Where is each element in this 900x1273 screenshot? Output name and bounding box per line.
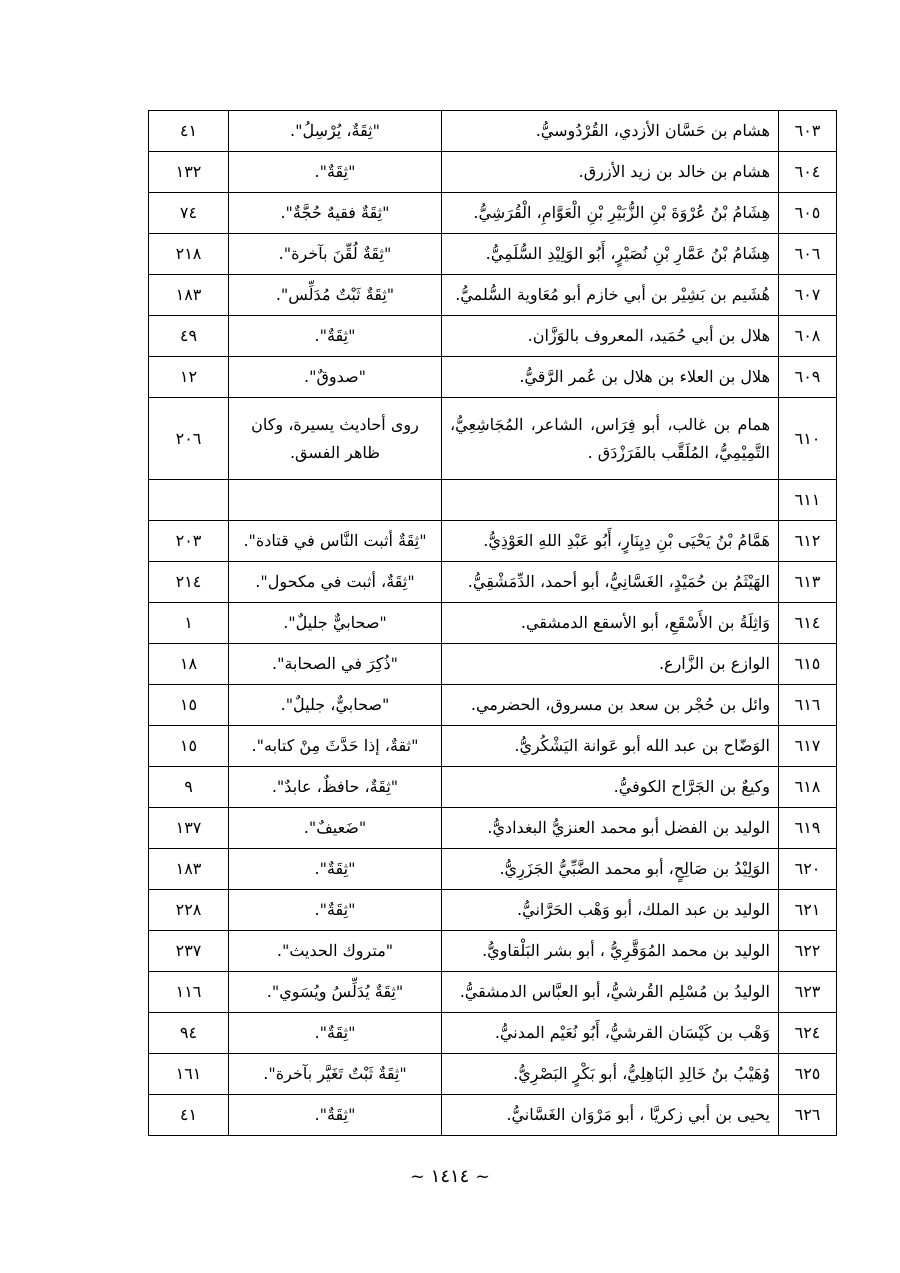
hadith-count-cell: ٤١ xyxy=(149,111,229,152)
narrator-grade-cell: "ثِقَةٌ". xyxy=(229,890,442,931)
hadith-count-cell: ٩ xyxy=(149,767,229,808)
hadith-count-cell: ١٢ xyxy=(149,357,229,398)
narrator-name-cell: هِشَامُ بْنُ عُرْوَةَ بْنِ الزُّبَيْرِ بْنِ الْعَوَّامِ، الْقُرَشِيُّ. xyxy=(442,193,779,234)
narrator-name-cell: هلال بن أبي حُمَيد، المعروف بالوَزَّان. xyxy=(442,316,779,357)
narrator-grade-cell: "ثقةٌ، إذا حَدَّثَ مِنْ كتابه". xyxy=(229,726,442,767)
row-number-cell: ٦٠٦ xyxy=(779,234,837,275)
table-row xyxy=(149,1013,837,1054)
hadith-count-cell: ١ xyxy=(149,603,229,644)
narrator-name-cell: هلال بن العلاء بن هلال بن عُمر الرَّقيُّ. xyxy=(442,357,779,398)
hadith-count-cell: ١٨٣ xyxy=(149,849,229,890)
row-number-cell: ٦١٨ xyxy=(779,767,837,808)
narrator-name-cell: وُهَيْبُ بنُ خَالِدِ البَاهِلِيُّ، أبو بَكْرٍ البَصْرِيُّ. xyxy=(442,1054,779,1095)
narrator-name-cell: همام بن غالب، أبو فِرَاس، الشاعر، المُجَاشِعِيُّ، التَّمِيْمِيُّ، المُلَقَّب بالفَرَزْدَق . xyxy=(442,398,779,480)
narrator-grade-cell: "صدوقٌ". xyxy=(229,357,442,398)
row-number-cell: ٦٢٠ xyxy=(779,849,837,890)
row-number-cell: ٦٢٣ xyxy=(779,972,837,1013)
page-number: ~ ١٤١٤ ~ xyxy=(409,1166,491,1187)
table-row xyxy=(149,685,837,726)
table-row xyxy=(149,562,837,603)
row-number-cell: ٦٠٤ xyxy=(779,152,837,193)
narrator-name-cell: الهَيْثَمُ بن حُمَيْدٍ، الغَسَّانِيُّ، أبو أحمد، الدِّمَشْقِيُّ. xyxy=(442,562,779,603)
row-number-cell: ٦٢٤ xyxy=(779,1013,837,1054)
row-number-cell: ٦١١ xyxy=(779,480,837,521)
narrator-grade-cell: "ثِقَةٌ". xyxy=(229,1013,442,1054)
narrator-name-cell: الوَضّاح بن عبد الله أبو عَوانة اليَشْكُريُّ. xyxy=(442,726,779,767)
hadith-count-cell: ٢٣٧ xyxy=(149,931,229,972)
hadith-count-cell: ٧٤ xyxy=(149,193,229,234)
narrator-grade-cell: "صحابيٌّ، جليلٌ". xyxy=(229,685,442,726)
narrator-name-cell: وَهْب بن كَيْسَان القرشيُّ، أَبُو نُعَيْم المدنيُّ. xyxy=(442,1013,779,1054)
narrator-name-cell: الوازع بن الزَّارع. xyxy=(442,644,779,685)
hadith-count-cell: ٢٠٣ xyxy=(149,521,229,562)
narrator-grade-cell: "ثِقَةٌ، يُرْسِلُ". xyxy=(229,111,442,152)
hadith-count-cell: ١٥ xyxy=(149,726,229,767)
narrator-name-cell xyxy=(442,480,779,521)
narrator-name-cell: وَاثِلَةُ بن الأَسْقَعِ، أبو الأسقع الدمشقي. xyxy=(442,603,779,644)
narrator-name-cell: يحيى بن أبي زكريَّا ، أبو مَرْوَان الغَسَّانيُّ. xyxy=(442,1095,779,1136)
narrator-name-cell: وكيعٌ بن الجَرَّاح الكوفيُّ. xyxy=(442,767,779,808)
hadith-count-cell: ٩٤ xyxy=(149,1013,229,1054)
narrator-grade-cell: "ثِقَةٌ فقيهٌ حُجَّةٌ". xyxy=(229,193,442,234)
row-number-cell: ٦١٠ xyxy=(779,398,837,480)
table-row xyxy=(149,890,837,931)
row-number-cell: ٦٢٥ xyxy=(779,1054,837,1095)
narrator-grade-cell: "ثِقَةٌ ثَبْتٌ مُدَلِّس". xyxy=(229,275,442,316)
hadith-count-cell: ٢١٤ xyxy=(149,562,229,603)
hadith-count-cell: ١٣٢ xyxy=(149,152,229,193)
table-row xyxy=(149,644,837,685)
row-number-cell: ٦١٥ xyxy=(779,644,837,685)
table-row xyxy=(149,152,837,193)
narrator-name-cell: هِشَامُ بْنُ عَمَّارِ بْنِ نُصَيْرٍ، أَبُو الوَلِيْدِ السُّلَمِيُّ. xyxy=(442,234,779,275)
narrator-grade-cell: "ثِقَةٌ أثبت النَّاس في قتادة". xyxy=(229,521,442,562)
row-number-cell: ٦١٦ xyxy=(779,685,837,726)
hadith-count-cell: ١٣٧ xyxy=(149,808,229,849)
table-row xyxy=(149,234,837,275)
narrator-grade-cell: "ثِقَةٌ، حافظٌ، عابدٌ". xyxy=(229,767,442,808)
table-row xyxy=(149,357,837,398)
narrator-grade-cell: "صحابيٌّ جليلٌ". xyxy=(229,603,442,644)
hadith-count-cell: ١١٦ xyxy=(149,972,229,1013)
hadith-count-cell: ١٨ xyxy=(149,644,229,685)
table-row xyxy=(149,808,837,849)
table-row xyxy=(149,726,837,767)
hadith-count-cell: ٤١ xyxy=(149,1095,229,1136)
row-number-cell: ٦٢٢ xyxy=(779,931,837,972)
narrator-name-cell: الوليد بن عبد الملك، أبو وَهْب الحَرَّانيُّ. xyxy=(442,890,779,931)
narrator-name-cell: الوليد بن محمد المُوَقَّرِيُّ ، أبو بشر البَلْقاويُّ. xyxy=(442,931,779,972)
narrator-name-cell: هُشَيم بن بَشِيْر بن أبي خازم أبو مُعَاوية السُّلميُّ. xyxy=(442,275,779,316)
narrator-name-cell: الوَلِيْدُ بن صَالِحٍ، أبو محمد الضَّبِّيُّ الجَزَرِيُّ. xyxy=(442,849,779,890)
hadith-count-cell xyxy=(149,480,229,521)
narrator-grade-cell: "ثِقَةٌ". xyxy=(229,1095,442,1136)
narrator-name-cell: الوليدُ بن مُسْلِم القُرشيُّ، أبو العبَّاس الدمشقيُّ. xyxy=(442,972,779,1013)
narrator-grade-cell: "ثِقَةٌ". xyxy=(229,849,442,890)
hadith-count-cell: ٢٢٨ xyxy=(149,890,229,931)
narrator-grade-cell: "ذُكِرَ في الصحابة". xyxy=(229,644,442,685)
row-number-cell: ٦٢١ xyxy=(779,890,837,931)
hadith-count-cell: ٤٩ xyxy=(149,316,229,357)
row-number-cell: ٦٠٣ xyxy=(779,111,837,152)
row-number-cell: ٦١٧ xyxy=(779,726,837,767)
narrators-table xyxy=(148,110,837,1136)
narrator-grade-cell: "ثِقَةٌ". xyxy=(229,152,442,193)
row-number-cell: ٦١٣ xyxy=(779,562,837,603)
table-row xyxy=(149,849,837,890)
table-row xyxy=(149,193,837,234)
narrator-name-cell: الوليد بن الفضل أبو محمد العنزيُّ البغداديُّ. xyxy=(442,808,779,849)
hadith-count-cell: ١٨٣ xyxy=(149,275,229,316)
row-number-cell: ٦٢٦ xyxy=(779,1095,837,1136)
hadith-count-cell: ٢٠٦ xyxy=(149,398,229,480)
narrator-grade-cell: "ضَعيفٌ". xyxy=(229,808,442,849)
row-number-cell: ٦١٤ xyxy=(779,603,837,644)
row-number-cell: ٦١٩ xyxy=(779,808,837,849)
table-row xyxy=(149,316,837,357)
table-row xyxy=(149,521,837,562)
row-number-cell: ٦٠٩ xyxy=(779,357,837,398)
table-body xyxy=(149,111,837,1136)
narrator-grade-cell: روى أحاديث يسيرة، وكان ظاهر الفسق. xyxy=(229,398,442,480)
narrator-name-cell: هشام بن خالد بن زيد الأزرق. xyxy=(442,152,779,193)
narrator-name-cell: هشام بن حَسَّان الأزدي، القُرْدُوسيُّ. xyxy=(442,111,779,152)
table-row xyxy=(149,603,837,644)
narrator-grade-cell: "ثِقَةٌ ثَبْتٌ تَغَيَّر بآخرة". xyxy=(229,1054,442,1095)
table-row xyxy=(149,111,837,152)
table-row xyxy=(149,931,837,972)
narrator-grade-cell: "ثِقَةٌ". xyxy=(229,316,442,357)
table-row xyxy=(149,972,837,1013)
narrator-grade-cell: "ثِقَةٌ يُدَلِّسُ ويُسَوي". xyxy=(229,972,442,1013)
table-row xyxy=(149,398,837,480)
hadith-count-cell: ١٦١ xyxy=(149,1054,229,1095)
narrator-name-cell: وائل بن حُجْر بن سعد بن مسروق، الحضرمي. xyxy=(442,685,779,726)
table-row xyxy=(149,1095,837,1136)
narrator-grade-cell: "متروك الحديث". xyxy=(229,931,442,972)
row-number-cell: ٦٠٥ xyxy=(779,193,837,234)
narrator-grade-cell: "ثِقَةٌ، أثبت في مكحول". xyxy=(229,562,442,603)
row-number-cell: ٦٠٧ xyxy=(779,275,837,316)
table-row xyxy=(149,1054,837,1095)
table-row xyxy=(149,275,837,316)
hadith-count-cell: ٢١٨ xyxy=(149,234,229,275)
narrator-grade-cell xyxy=(229,480,442,521)
hadith-count-cell: ١٥ xyxy=(149,685,229,726)
narrator-name-cell: هَمَّامُ بْنُ يَحْيَى بْنِ دِيِنَارٍ، أَبُو عَبْدِ اللهِ العَوْذِيُّ. xyxy=(442,521,779,562)
table-row xyxy=(149,767,837,808)
row-number-cell: ٦١٢ xyxy=(779,521,837,562)
row-number-cell: ٦٠٨ xyxy=(779,316,837,357)
table-row xyxy=(149,480,837,521)
narrator-grade-cell: "ثِقَةٌ لُقِّنَ بآخرة". xyxy=(229,234,442,275)
